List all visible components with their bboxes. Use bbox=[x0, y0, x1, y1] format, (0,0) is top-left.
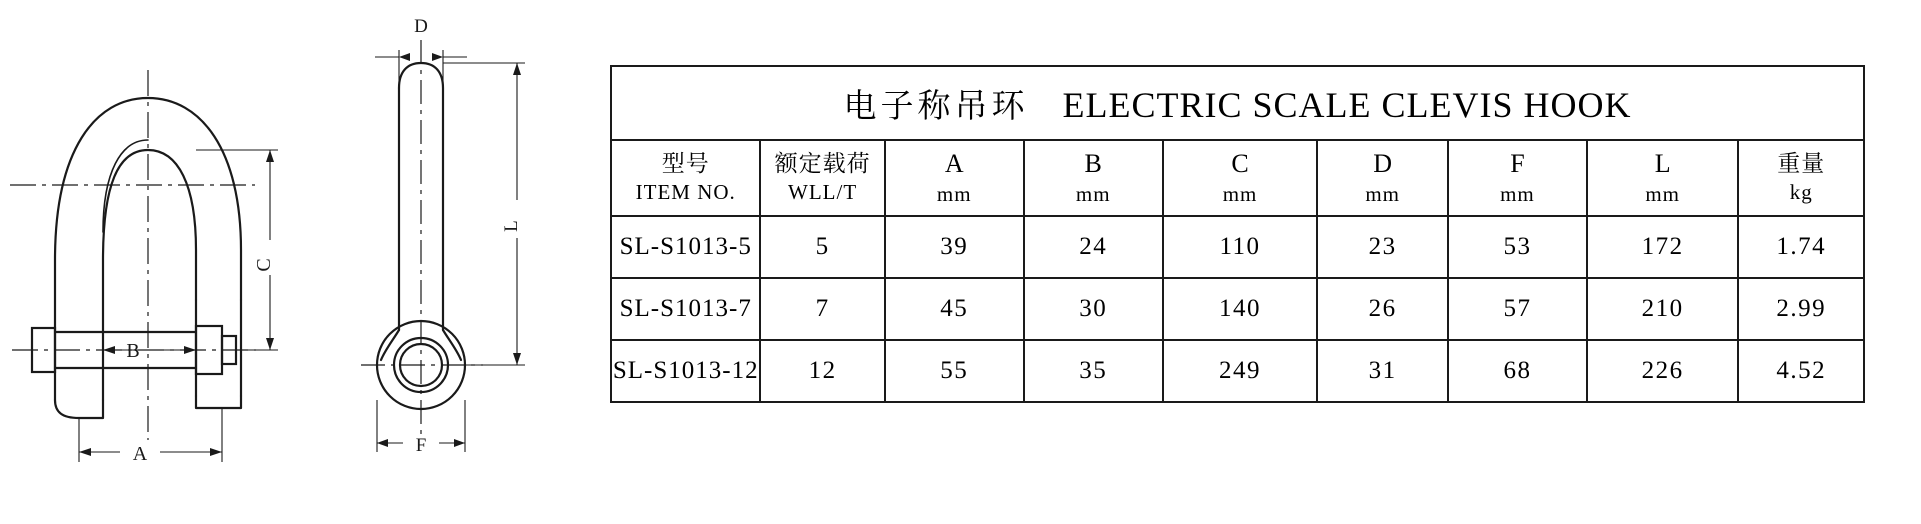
header-dim-l-letter: L bbox=[1654, 148, 1671, 178]
cell-c: 249 bbox=[1163, 340, 1318, 402]
header-dim-c-letter: C bbox=[1231, 148, 1249, 178]
cell-d: 23 bbox=[1317, 216, 1448, 278]
header-dim-a bbox=[885, 140, 1024, 216]
shackle-front-view-drawing bbox=[0, 0, 330, 524]
table-title-english: ELECTRIC SCALE CLEVIS HOOK bbox=[1062, 84, 1632, 125]
dimension-label-l: L bbox=[501, 220, 522, 232]
cell-l: 226 bbox=[1587, 340, 1739, 402]
cell-model: SL-S1013-12 bbox=[611, 340, 760, 402]
dimension-label-d: D bbox=[414, 16, 428, 37]
header-dim-l-unit: mm bbox=[1645, 182, 1681, 207]
cell-model: SL-S1013-5 bbox=[611, 216, 760, 278]
header-dim-f bbox=[1448, 140, 1587, 216]
shackle-side-view-drawing bbox=[355, 0, 605, 524]
cell-f: 57 bbox=[1448, 278, 1587, 340]
header-dim-a-unit: mm bbox=[936, 182, 972, 207]
cell-a: 55 bbox=[885, 340, 1024, 402]
cell-b: 30 bbox=[1024, 278, 1163, 340]
header-dim-d-unit: mm bbox=[1365, 182, 1400, 207]
header-dim-b-unit: mm bbox=[1075, 182, 1111, 207]
header-dim-d bbox=[1317, 140, 1448, 216]
dimension-label-b: B bbox=[126, 340, 140, 362]
header-weight bbox=[1738, 140, 1864, 216]
dimension-label-c: C bbox=[253, 258, 275, 272]
cell-weight: 2.99 bbox=[1738, 278, 1864, 340]
cell-b: 35 bbox=[1024, 340, 1163, 402]
cell-l: 172 bbox=[1587, 216, 1739, 278]
table-row bbox=[611, 216, 1864, 278]
dimension-label-f: F bbox=[415, 435, 427, 456]
header-item-no-sub: ITEM NO. bbox=[635, 180, 736, 205]
cell-a: 45 bbox=[885, 278, 1024, 340]
cell-wll: 5 bbox=[760, 216, 884, 278]
specification-table-container bbox=[610, 65, 1865, 403]
cell-f: 53 bbox=[1448, 216, 1587, 278]
header-weight-unit: kg bbox=[1789, 180, 1813, 205]
dimension-label-a: A bbox=[132, 443, 148, 465]
header-dim-c-unit: mm bbox=[1222, 182, 1258, 207]
header-wll-cn: 额定载荷 bbox=[774, 150, 871, 177]
cell-c: 110 bbox=[1163, 216, 1318, 278]
table-title-chinese: 电子称吊环 bbox=[843, 85, 1029, 125]
cell-f: 68 bbox=[1448, 340, 1587, 402]
table-header-row bbox=[611, 140, 1864, 216]
cell-model: SL-S1013-7 bbox=[611, 278, 760, 340]
table-title-cell bbox=[611, 66, 1864, 140]
cell-b: 24 bbox=[1024, 216, 1163, 278]
cell-wll: 12 bbox=[760, 340, 884, 402]
table-row bbox=[611, 278, 1864, 340]
header-dim-f-letter: F bbox=[1510, 148, 1525, 178]
cell-l: 210 bbox=[1587, 278, 1739, 340]
cell-c: 140 bbox=[1163, 278, 1318, 340]
header-item-no-cn: 型号 bbox=[661, 150, 710, 177]
cell-d: 31 bbox=[1317, 340, 1448, 402]
cell-weight: 1.74 bbox=[1738, 216, 1864, 278]
header-wll-sub: WLL/T bbox=[788, 180, 858, 205]
header-dim-c bbox=[1163, 140, 1318, 216]
header-dim-b bbox=[1024, 140, 1163, 216]
header-dim-l bbox=[1587, 140, 1739, 216]
cell-d: 26 bbox=[1317, 278, 1448, 340]
header-dim-f-unit: mm bbox=[1500, 182, 1535, 207]
header-weight-cn: 重量 bbox=[1777, 150, 1826, 177]
header-dim-d-letter: D bbox=[1373, 148, 1393, 178]
header-item-no bbox=[611, 140, 760, 216]
cell-a: 39 bbox=[885, 216, 1024, 278]
table-row bbox=[611, 340, 1864, 402]
cell-weight: 4.52 bbox=[1738, 340, 1864, 402]
header-wll bbox=[760, 140, 884, 216]
cell-wll: 7 bbox=[760, 278, 884, 340]
specification-table bbox=[610, 65, 1865, 403]
table-title-row bbox=[611, 66, 1864, 140]
header-dim-b-letter: B bbox=[1084, 148, 1102, 178]
header-dim-a-letter: A bbox=[944, 148, 964, 178]
